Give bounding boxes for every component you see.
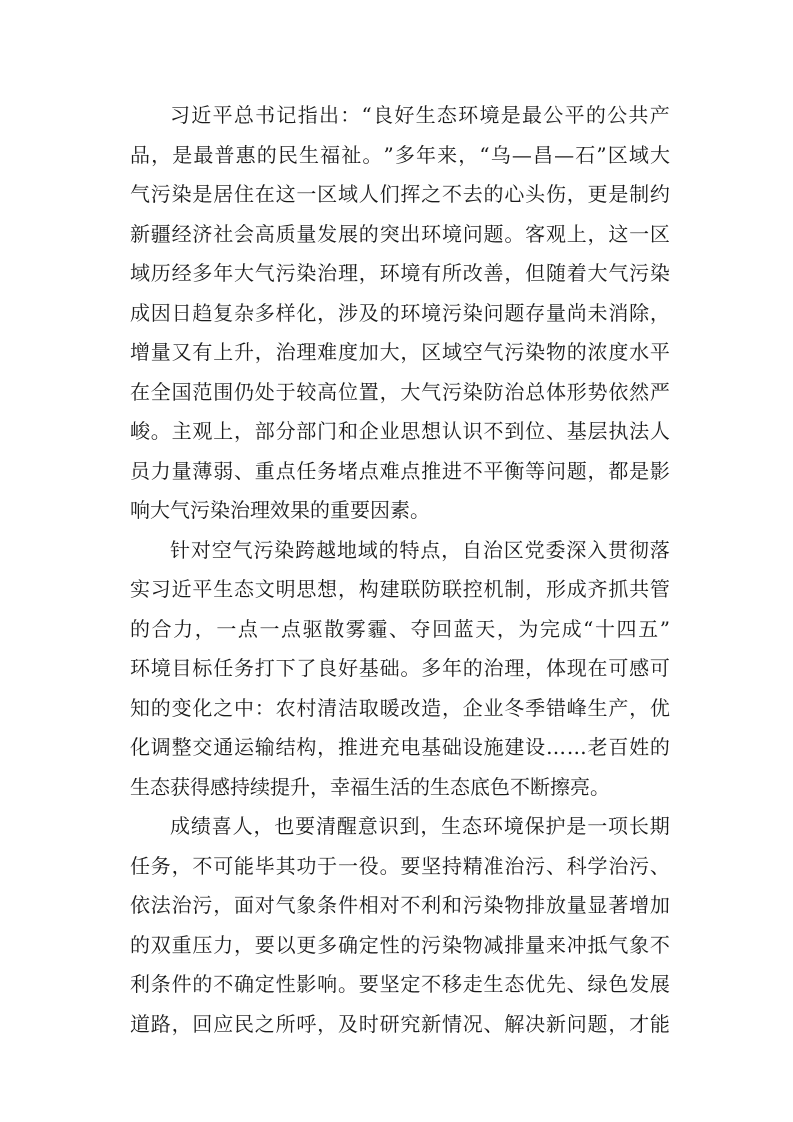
paragraph-3-line-5: 利 条 件 的 不 确 定 性 影 响 。 要 坚 定 不 移 走 生 态 优 先 、 绿 色 发 展 [130, 972, 670, 996]
paragraph-3-line-6: 道 路 ， 回 应 民 之 所 呼 ， 及 时 研 究 新 情 况 、 解 决 新 问 题 ， 才 能 [130, 1011, 670, 1036]
paragraph-2-line-1: 针 对 空 气 污 染 跨 越 地 域 的 特 点 ， 自 治 区 党 委 深 入 贯 彻 落 [170, 537, 670, 562]
paragraph-3-line-3: 依 法 治 污 ， 面 对 气 象 条 件 相 对 不 利 和 污 染 物 排 放 量 显 著 增 加 [130, 893, 670, 917]
paragraph-1-line-5: 域 历 经 多 年 大 气 污 染 治 理 ， 环 境 有 所 改 善 ， 但 随 着 大 气 污 染 [130, 261, 670, 285]
paragraph-3-line-4: 的 双 重 压 力 ， 要 以 更 多 确 定 性 的 污 染 物 减 排 量 来 冲 抵 气 象 不 [130, 932, 670, 957]
paragraph-3-line-2: 任 务 ， 不 可 能 毕 其 功 于 一 役 。 要 坚 持 精 准 治 污 、 科 学 治 污 、 [130, 853, 670, 878]
paragraph-1-line-4: 新 疆 经 济 社 会 高 质 量 发 展 的 突 出 环 境 问 题 。 客 观 上 ， 这 一 区 [130, 221, 670, 246]
paragraph-1-line-10: 员 力 量 薄 弱 、 重 点 任 务 堵 点 难 点 推 进 不 平 衡 等 问 题 ， 都 是 影 [130, 458, 670, 483]
paragraph-2-line-3: 的 合 力 ， 一 点 一 点 驱 散 雾 霾 、 夺 回 蓝 天 ， 为 完 成 “ 十 四 五 ” [130, 616, 670, 641]
paragraph-1-line-8: 在 全 国 范 围 仍 处 于 较 高 位 置 ， 大 气 污 染 防 治 总 体 形 势 依 然 严 [130, 379, 670, 404]
paragraph-2-line-4: 环 境 目 标 任 务 打 下 了 良 好 基 础 。 多 年 的 治 理 ， 体 现 在 可 感 可 [130, 656, 670, 680]
paragraph-2-line-5: 知 的 变 化 之 中 ： 农 村 清 洁 取 暖 改 造 ， 企 业 冬 季 错 峰 生 产 ， 优 [130, 695, 670, 720]
paragraph-1-line-6: 成 因 日 趋 复 杂 多 样 化 ， 涉 及 的 环 境 污 染 问 题 存 量 尚 未 消 除 ， [130, 300, 670, 325]
article-body [130, 96, 670, 1044]
paragraph-2-line-2: 实 习 近 平 生 态 文 明 思 想 ， 构 建 联 防 联 控 机 制 ， 形 成 齐 抓 共 管 [130, 577, 670, 601]
paragraph-3-line-1: 成 绩 喜 人 ， 也 要 清 醒 意 识 到 ， 生 态 环 境 保 护 是 一 项 长 期 [170, 814, 670, 838]
paragraph-1-line-2: 品 ， 是 最 普 惠 的 民 生 福 祉 。 ” 多 年 来 ， “ 乌 — 昌 — 石 ” 区 域 大 [130, 142, 670, 167]
paragraph-1-line-7: 增 量 又 有 上 升 ， 治 理 难 度 加 大 ， 区 域 空 气 污 染 物 的 浓 度 水 平 [130, 340, 670, 364]
paragraph-2-line-6: 化 调 整 交 通 运 输 结 构 ， 推 进 充 电 基 础 设 施 建 设 … … 老 百 姓 的 [130, 735, 670, 759]
paragraph-1-line-11: 响大气污染治理效果的重要因素。 [130, 498, 430, 522]
paragraph-1-line-1: 习 近 平 总 书 记 指 出 ： “ 良 好 生 态 环 境 是 最 公 平 的 公 共 产 [170, 103, 670, 127]
paragraph-1-line-3: 气 污 染 是 居 住 在 这 一 区 域 人 们 挥 之 不 去 的 心 头 伤 ， 更 是 制 约 [130, 182, 670, 206]
paragraph-2-line-7: 生态获得感持续提升，幸福生活的生态底色不断擦亮。 [130, 774, 610, 799]
paragraph-1-line-9: 峻 。 主 观 上 ， 部 分 部 门 和 企 业 思 想 认 识 不 到 位 、 基 层 执 法 人 [130, 419, 670, 443]
